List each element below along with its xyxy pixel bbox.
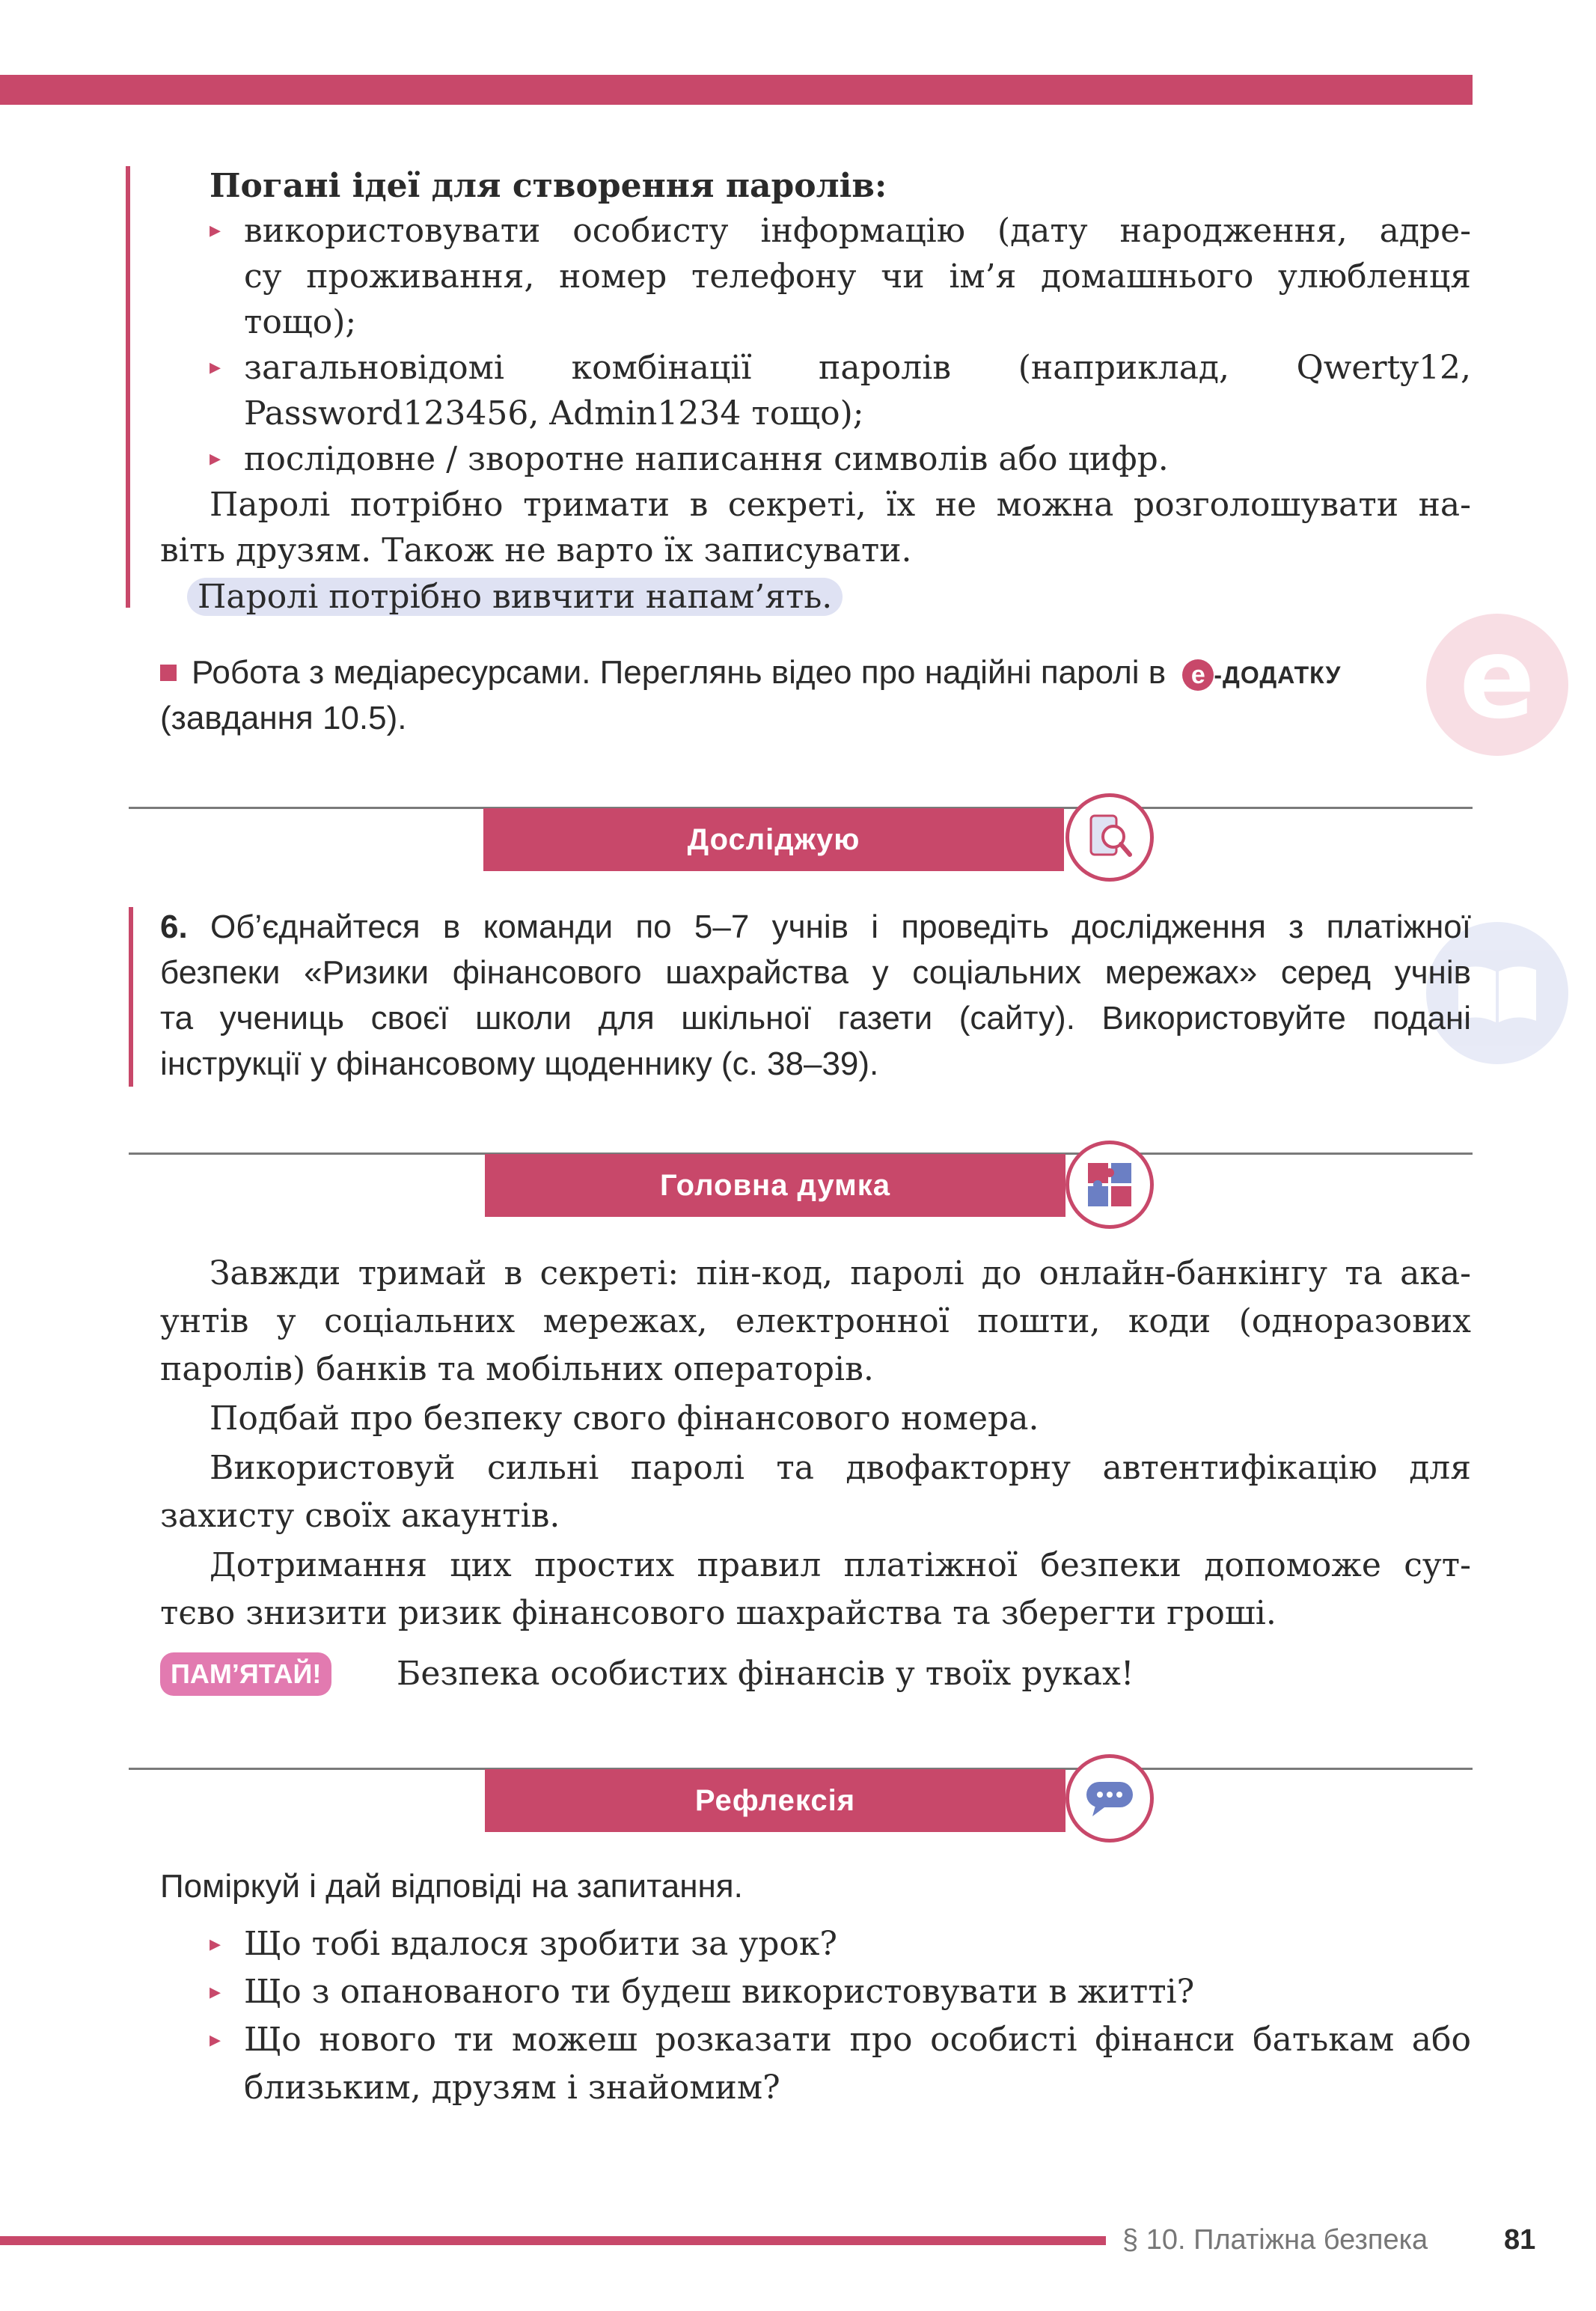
main-idea-p1-line-2: унтів у соціальних мережах, електронної пошти, коди (одноразових xyxy=(160,1302,1471,1340)
remember-badge: ПАМ’ЯТАЙ! xyxy=(160,1652,331,1696)
memorize-highlight: Паролі потрібно вивчити напам’ять. xyxy=(187,578,843,616)
research-heading: Досліджую xyxy=(483,808,1064,871)
bad-ideas-title: Погані ідеї для створення паролів: xyxy=(210,167,887,205)
main-idea-p2-line-1: Подбай про безпеку свого фінансового номера. xyxy=(210,1399,1039,1438)
main-idea-heading: Головна думка xyxy=(485,1154,1065,1217)
bad-ideas-left-bar xyxy=(126,166,130,608)
bullet-icon: ▸ xyxy=(210,445,221,471)
bullet-icon: ▸ xyxy=(210,1979,221,2005)
speech-bubble-icon xyxy=(1083,1777,1136,1819)
e-watermark-icon: e xyxy=(1426,614,1568,756)
bullet-icon: ▸ xyxy=(210,1931,221,1957)
research-line-4: інструкції у фінансовому щоденнику (с. 38–39). xyxy=(160,1045,879,1082)
research-line-2: безпеки «Ризики фінансового шахрайства у соціальних мережах» серед учнів xyxy=(160,954,1471,991)
main-idea-p1-line-1: Завжди тримай в секреті: пін-код, паролі до онлайн-банкінгу та ака- xyxy=(210,1254,1471,1292)
research-left-bar xyxy=(129,907,133,1087)
e-addon-link[interactable] xyxy=(1182,653,1341,698)
question-2: Що з опанованого ти будеш використовувати в житті? xyxy=(244,1973,1195,2011)
bullet-icon: ▸ xyxy=(210,2027,221,2053)
research-line-1-text: Об’єднайтеся в команди по 5–7 учнів і проведіть дослідження з платіжної xyxy=(210,909,1471,945)
reflection-icon-circle xyxy=(1065,1754,1154,1843)
main-idea-p3-line-1: Використовуй сильні паролі та двофакторну автентифікацію для xyxy=(210,1449,1471,1487)
research-line-1 xyxy=(160,904,1471,950)
secret-para-line-2: віть друзям. Також не варто їх записувати. xyxy=(160,531,912,570)
research-line-3: та учениць своєї школи для шкільної газети (сайту). Використовуйте подані xyxy=(160,1000,1471,1037)
media-square-icon xyxy=(160,665,177,681)
main-idea-p4-line-1: Дотримання цих простих правил платіжної безпеки допоможе сут- xyxy=(210,1546,1471,1584)
main-idea-p4-line-2: тєво знизити ризик фінансового шахрайства та зберегти гроші. xyxy=(160,1594,1277,1632)
bullet-icon: ▸ xyxy=(210,217,221,243)
question-3-line-2: близьким, друзям і знайомим? xyxy=(244,2069,780,2107)
main-idea-p3-line-2: захисту своїх акаунтів. xyxy=(160,1497,560,1535)
research-icon-circle xyxy=(1065,793,1154,882)
media-line-2: (завдання 10.5). xyxy=(160,700,407,736)
question-3-line-1: Що нового ти можеш розказати про особисті фінанси батькам або xyxy=(244,2021,1471,2059)
reflection-intro: Поміркуй і дай відповіді на запитання. xyxy=(160,1868,743,1905)
footer-section-title: § 10. Платіжна безпека xyxy=(1122,2224,1428,2256)
tablet-search-icon xyxy=(1083,811,1136,864)
bad-idea-1-line-2: су проживання, номер телефону чи ім’я домашнього улюбленця xyxy=(244,257,1471,296)
bad-idea-3-line-1: послідовне / зворотне написання символів або цифр. xyxy=(244,440,1169,478)
bad-idea-1-line-1: використовувати особисту інформацію (дату народження, адре- xyxy=(244,212,1471,250)
puzzle-icon xyxy=(1085,1160,1134,1209)
e-addon-label: -ДОДАТКУ xyxy=(1214,661,1342,689)
e-addon-icon: е xyxy=(1182,659,1214,691)
footer-accent-bar xyxy=(0,2236,1106,2245)
page-number: 81 xyxy=(1504,2224,1536,2256)
reflection-heading: Рефлексія xyxy=(485,1769,1065,1832)
main-idea-icon-circle xyxy=(1065,1141,1154,1229)
secret-para-line-1: Паролі потрібно тримати в секреті, їх не можна розголошувати на- xyxy=(210,486,1471,524)
bad-idea-2-line-2: Password123456, Admin1234 тощо); xyxy=(244,394,864,433)
top-accent-bar xyxy=(0,75,1473,105)
main-idea-p1-line-3: паролів) банків та мобільних операторів. xyxy=(160,1350,874,1388)
question-1: Що тобі вдалося зробити за урок? xyxy=(244,1925,837,1963)
bad-idea-2-line-1: загальновідомі комбінації паролів (наприклад, Qwerty12, xyxy=(244,349,1471,387)
remember-text: Безпека особистих фінансів у твоїх руках! xyxy=(397,1655,1134,1693)
research-number: 6. xyxy=(160,909,188,945)
bullet-icon: ▸ xyxy=(210,354,221,380)
media-line-1: Робота з медіаресурсами. Переглянь відео про надійні паролі в xyxy=(192,654,1167,691)
bad-idea-1-line-3: тощо); xyxy=(244,303,357,341)
